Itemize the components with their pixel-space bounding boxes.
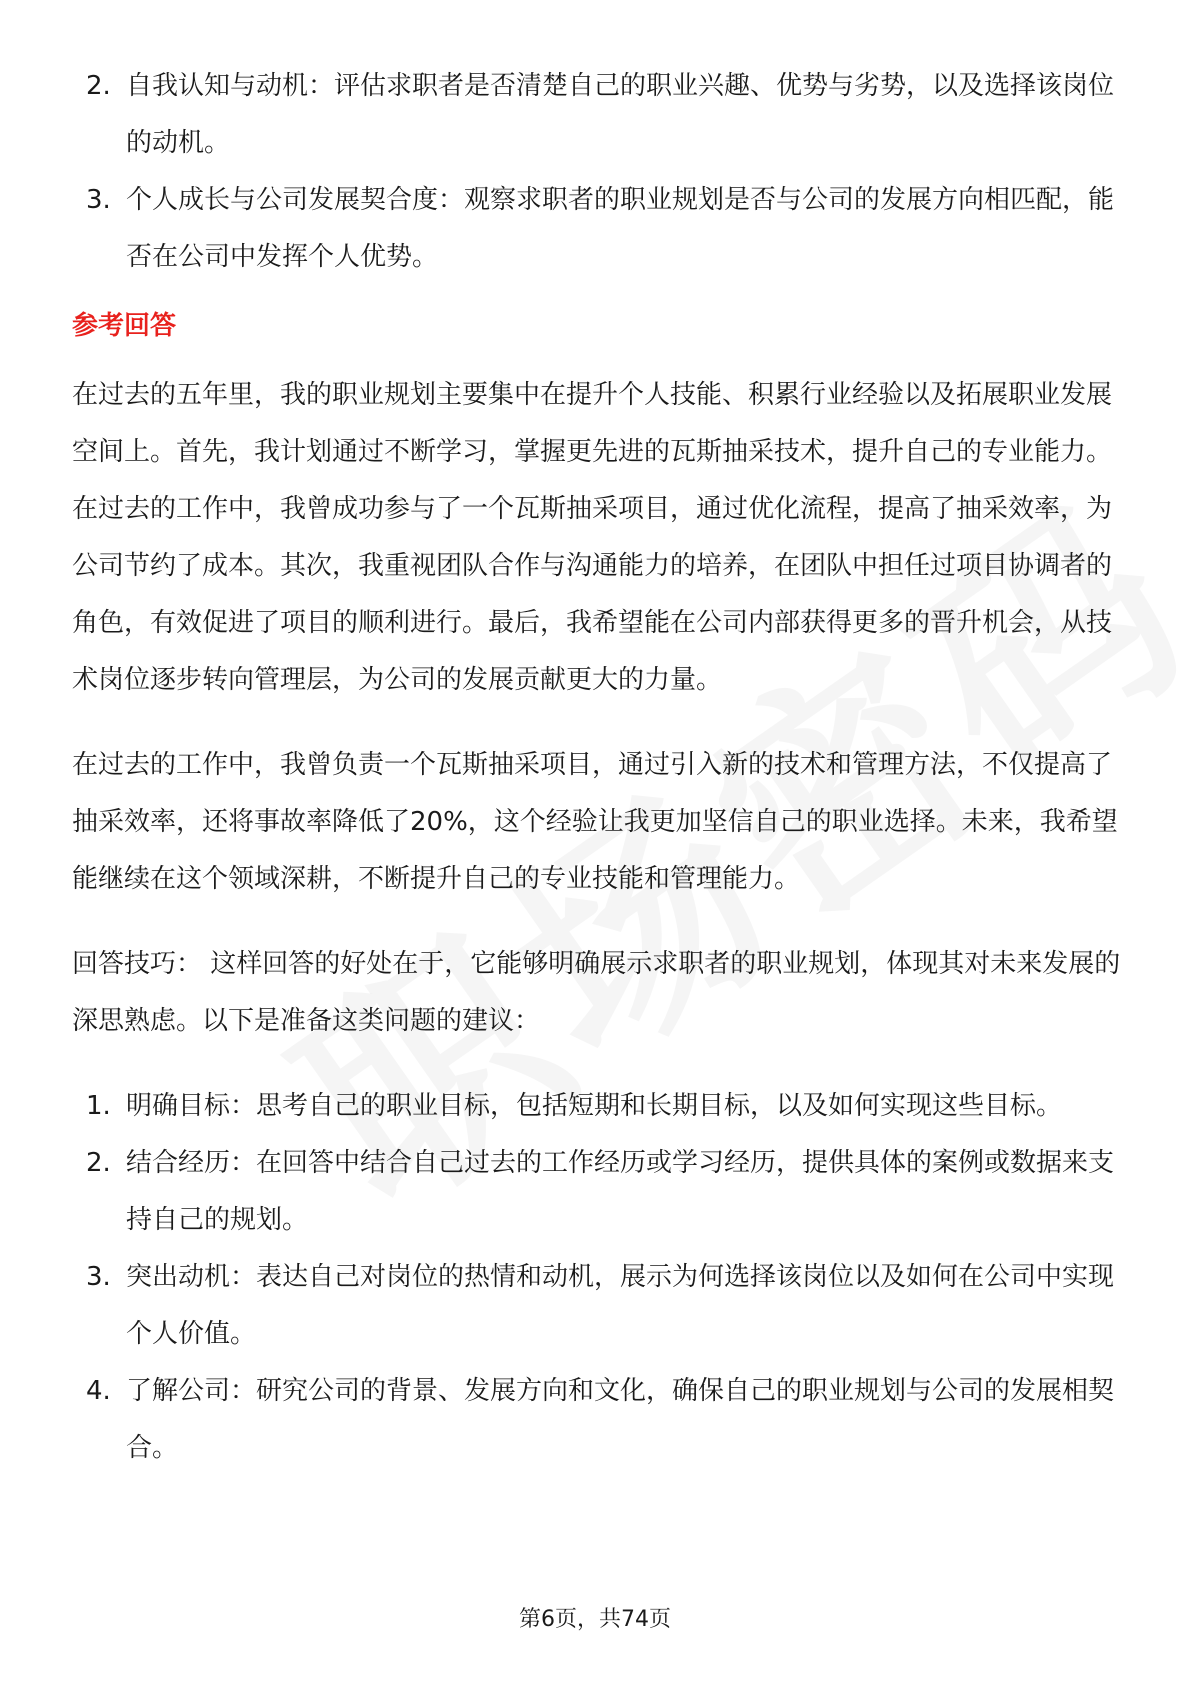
reference-answer-heading: 参考回答 [72,311,177,341]
page-content [72,58,1122,1477]
list-text: 结合经历：在回答中结合自己过去的工作经历或学习经历，提供具体的案例或数据来支持自己的规划。 [126,1148,1115,1235]
list-number: 2. [86,1148,111,1178]
tips-list [72,1078,1122,1477]
page-footer: 第6页，共74页 [519,1607,671,1632]
list-item [72,1078,1122,1135]
list-number: 1. [86,1091,111,1121]
list-item [72,1135,1122,1249]
list-text: 明确目标：思考自己的职业目标，包括短期和长期目标，以及如何实现这些目标。 [126,1091,1063,1121]
answer-paragraph: 在过去的五年里，我的职业规划主要集中在提升个人技能、积累行业经验以及拓展职业发展空间上。首先，我计划通过不断学习，掌握更先进的瓦斯抽采技术，提升自己的专业能力。在过去的工作中，我曾成功参与了一个瓦斯抽采项目，通过优化流程，提高了抽采效率，为公司节约了成本。其次，我重视团队合作与沟通能力的培养，在团队中担任过项目协调者的角色，有效促进了项目的顺利进行。最后，我希望能在公司内部获得更多的晋升机会，从技术岗位逐步转向管理层，为公司的发展贡献更大的力量。 [72,380,1113,695]
tips-paragraph: 回答技巧： 这样回答的好处在于，它能够明确展示求职者的职业规划，体现其对未来发展的深思熟虑。以下是准备这类问题的建议： [72,949,1121,1036]
list-item [72,1249,1122,1363]
list-number: 2. [86,71,111,101]
list-number: 3. [86,1262,111,1292]
list-text: 个人成长与公司发展契合度：观察求职者的职业规划是否与公司的发展方向相匹配，能否在公司中发挥个人优势。 [126,185,1115,272]
intro-list [72,58,1122,286]
list-item [72,172,1122,286]
list-text: 自我认知与动机：评估求职者是否清楚自己的职业兴趣、优势与劣势，以及选择该岗位的动机。 [126,71,1115,158]
list-number: 3. [86,185,111,215]
answer-paragraph: 在过去的工作中，我曾负责一个瓦斯抽采项目，通过引入新的技术和管理方法，不仅提高了抽采效率，还将事故率降低了20%，这个经验让我更加坚信自己的职业选择。未来，我希望能继续在这个领域深耕，不断提升自己的专业技能和管理能力。 [72,750,1118,894]
list-text: 了解公司：研究公司的背景、发展方向和文化，确保自己的职业规划与公司的发展相契合。 [126,1376,1115,1463]
list-number: 4. [86,1376,111,1406]
list-text: 突出动机：表达自己对岗位的热情和动机，展示为何选择该岗位以及如何在公司中实现个人价值。 [126,1262,1115,1349]
list-item [72,58,1122,172]
list-item [72,1363,1122,1477]
